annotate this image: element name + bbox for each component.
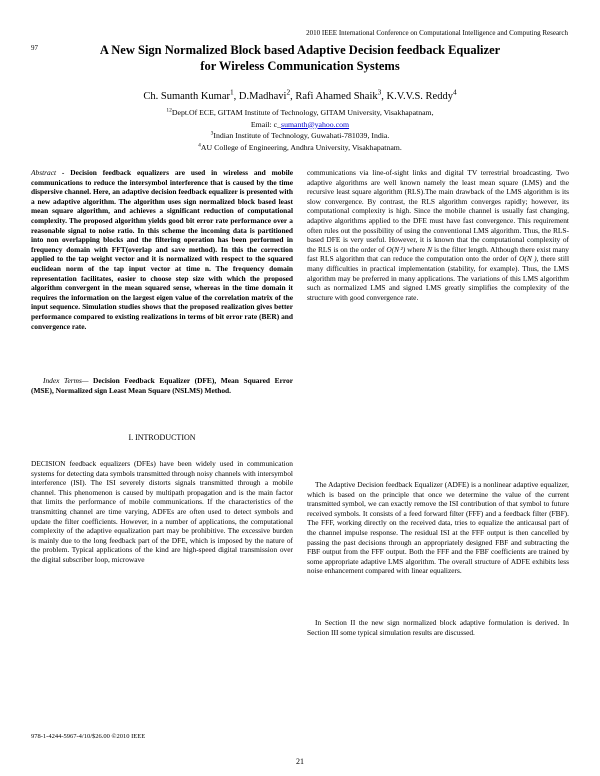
affiliation-1-sup: 12 [166, 107, 172, 114]
author-3: , Rafi Ahamed Shaik [290, 91, 378, 102]
right-paragraph-3: In Section II the new sign normalized block adaptive formulation is derived. In Section III some typical simulation results are discussed. [307, 618, 569, 637]
right-paragraph-2: The Adaptive Decision feedback Equalizer (ADFE) is a nonlinear adaptive equalizer, which is based on the principle that once we determine the value of the current transmitted symbol, we can exactly remove the ISI contribution of that symbol to future received symbols. It consists of a feed forward filter (FFF) and a feedback filter (FBF). The FFF, working directly on the received data, tries to equalize the anticausal part of the channel impulse response. The residual ISI at the FFF output is then cancelled by passing the past decisions through an appropriately designed FBF and subtracting the FBF output from the FFF output. Both the FFF and the FBF coefficients are trained by some appropriate adaptive LMS algorithm. The overall structure of ADFE exhibits less noise enhancement compared with linear equalizers. [307, 480, 569, 576]
affiliation-1-text: Dept.Of ECE, GITAM Institute of Technology, GITAM University, Visakhapatnam, [171, 108, 434, 117]
section-heading-introduction: I. INTRODUCTION [128, 433, 196, 442]
email-line [0, 119, 600, 131]
right-paragraph-1 [307, 168, 569, 302]
abstract-label: Abstract [31, 168, 57, 177]
math-n: N [427, 244, 433, 254]
affiliation-3-sup: 4 [198, 142, 201, 149]
abstract-text: - Decision feedback equalizers are used in wireless and mobile communications to reduce the intersymbol interference that is caused by the time dispersive channel. Here, an adaptive decision feedback equalizer is presented with a new adaptive algorithm. The algorithm uses sign normalized block based least mean square algorithm, and achieves a significant reduction of computational complexity. The proposed algorithm yields good bit error rate performance over a reasonable signal to noise ratio. In this scheme the incoming data is partitioned into non overlapping blocks and the filtering operation has been performed in frequency domain with FFT(overlap and save method). In this the correction applied to the tap weight vector and it is normalized with respect to the squared euclidean norm of the tap input vector at time n. The frequency domain representation facilitates, easier to choose step size with which the proposed algorithm convergent in the mean squared sense, whereas in the time domain it requires the information on the largest eigen value of the correlation matrix of the input sequence. Simulation studies shows that the proposed realization gives better performance compared to existing realizations in terms of bit error rate (BER) and convergence rate. [31, 168, 293, 331]
index-terms-label: Index Terms— [43, 376, 89, 385]
affiliation-1 [0, 107, 600, 119]
right-p1-part-d: , there still many difficulties in practical implementation (stability, for example). Thus, the LMS algorithm may be preferred in many applications. The variations of this LMS algorithm such as normalized LMS and signed LMS greatly simplifies the complexity of the structure with good convergence rate. [307, 254, 569, 302]
affiliation-2 [0, 130, 600, 142]
index-terms [31, 376, 293, 395]
email-link[interactable]: sumanth@yahoo.com [281, 119, 350, 129]
author-4-sup: 4 [452, 87, 457, 97]
email-label: Email: c_ [250, 119, 282, 129]
page-number: 21 [296, 757, 304, 766]
math-order-n: O(N ) [519, 254, 537, 264]
affiliations [0, 107, 600, 153]
title-line-2: for Wireless Communication Systems [200, 59, 400, 73]
author-1-sup: 1 [229, 87, 234, 97]
author-list [0, 87, 600, 104]
page-mark: 97 [31, 44, 38, 52]
right-p1-part-c: is the filter length. Although there exist many fast RLS algorithm that can reduce the computation onto the order of [307, 244, 569, 264]
right-p1-part-b: where [405, 244, 428, 254]
right-p1-part-a: communications via line-of-sight links and digital TV terrestrial broadcasting. Two adaptive algorithms are well known namely the least mean square (LMS) and the recursive least square algorithm (RLS).The main drawback of the LMS algorithm is its slow convergence. By contrast, the RLS algorithm converges rapidly; however, its computational complexity is high. Since the mobile channel is usually fast changing, adaptive algorithms applied to the DFE must have fast convergence. This requirement often rules out the possibility of using the conventional LMS algorithm. Thus, the RLS-based DFE is very useful. However, it is known that the computational complexity of the RLS is on the order of [307, 168, 569, 254]
author-4: , K.V.V.S. Reddy [381, 91, 453, 102]
math-order-n-squared: O(N ²) [386, 244, 406, 254]
title-line-1: A New Sign Normalized Block based Adaptive Decision feedback Equalizer [99, 43, 501, 57]
affiliation-2-text: Indian Institute of Technology, Guwahati-781039, India. [213, 131, 390, 141]
author-3-sup: 3 [377, 87, 382, 97]
intro-paragraph: DECISION feedback equalizers (DFEs) have been widely used in communication systems for detecting data symbols transmitted through noisy channels with intersymbol interference (ISI). The ISI severely distorts signals transmitted through a mobile channel. This phenomenon is caused by multipath propagation and is the main factor that limits the performance of mobile communications. If the characteristics of the transmitting channel are time varying, ADFEs are often used to detect symbols and update the filter coefficients. However, in a number of applications, the computational complexity of the adaptive equalization part may be prohibitive. The excessive burden is mainly due to the long feedback part of the DFE, which is imposed by the nature of the problem. Typical applications of the kind are high-speed digital transmission over the digital subscriber loop, microwave [31, 459, 293, 564]
author-2: , D.Madhavi [233, 91, 287, 102]
abstract [31, 168, 293, 331]
author-2-sup: 2 [286, 87, 291, 97]
index-terms-text: Decision Feedback Equalizer (DFE), Mean Squared Error (MSE), Normalized sign Least Mean Square (NSLMS) Method. [31, 376, 293, 395]
author-1: Ch. Sumanth Kumar [143, 91, 230, 102]
affiliation-2-sup: 3 [210, 130, 214, 137]
paper-title [0, 42, 600, 74]
isbn-footer: 978-1-4244-5967-4/10/$26.00 ©2010 IEEE [31, 733, 146, 740]
conference-header: 2010 IEEE International Conference on Computational Intelligence and Computing Research [306, 29, 568, 37]
affiliation-3-text: AU College of Engineering, Andhra University, Visakhapatnam. [200, 142, 402, 152]
affiliation-3 [0, 142, 600, 154]
